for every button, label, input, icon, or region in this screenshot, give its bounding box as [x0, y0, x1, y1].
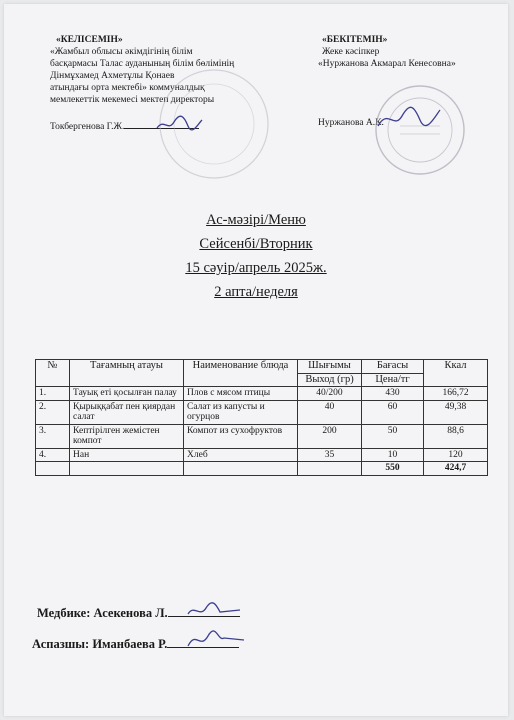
row-yield: 40/200 — [298, 387, 362, 401]
left-signatory-name: Токбергенова Г.Ж. — [50, 122, 125, 132]
cook-label: Аспазшы: Иманбаева Р. — [32, 637, 168, 651]
table-row — [36, 387, 488, 401]
row-dish-ru: Компот из сухофруктов — [184, 424, 298, 448]
row-kcal: 88,6 — [424, 424, 488, 448]
col-header-yield-ru: Выход (гр) — [298, 373, 362, 387]
signature-nurse — [184, 600, 244, 620]
date-title: 15 сәуір/апрель 2025ж. — [185, 260, 327, 276]
row-num: 1. — [36, 387, 70, 401]
right-header-title: «БЕКІТЕМІН» — [322, 35, 388, 45]
signature-cook — [182, 628, 248, 650]
left-header-line: мемлекеттік мекемесі мектеп директоры — [50, 95, 215, 105]
menu-table — [35, 359, 488, 476]
row-dish-ru: Плов с мясом птицы — [184, 387, 298, 401]
col-header-name-ru: Наименование блюда — [184, 360, 298, 387]
week-title: 2 апта/неделя — [214, 284, 298, 300]
left-header-line: Дінмұхамед Ахметұлы Қонаев — [50, 71, 175, 81]
row-price: 10 — [362, 448, 424, 462]
table-row — [36, 424, 488, 448]
col-header-yield-kz: Шығымы — [298, 360, 362, 374]
col-header-name-kz: Тағамның атауы — [70, 360, 184, 387]
row-price: 430 — [362, 387, 424, 401]
total-price: 550 — [362, 462, 424, 476]
nurse-label: Медбике: Асекенова Л. — [37, 606, 168, 620]
row-dish-ru: Хлеб — [184, 448, 298, 462]
table-row — [36, 400, 488, 424]
row-dish-kz: Қырыққабат пен қиярдан салат — [70, 400, 184, 424]
signature-left — [154, 112, 204, 134]
total-empty — [70, 462, 184, 476]
row-price: 50 — [362, 424, 424, 448]
table-row — [36, 448, 488, 462]
row-kcal: 120 — [424, 448, 488, 462]
row-num: 4. — [36, 448, 70, 462]
row-yield: 200 — [298, 424, 362, 448]
row-dish-kz: Тауық еті қосылған палау — [70, 387, 184, 401]
col-header-price-ru: Цена/тг — [362, 373, 424, 387]
row-yield: 40 — [298, 400, 362, 424]
row-dish-ru: Салат из капусты и огурцов — [184, 400, 298, 424]
row-price: 60 — [362, 400, 424, 424]
row-num: 2. — [36, 400, 70, 424]
row-dish-kz: Кептірілген жемістен компот — [70, 424, 184, 448]
left-header-title: «КЕЛІСЕМІН» — [56, 35, 123, 45]
menu-title: Ас-мәзірі/Меню — [206, 212, 306, 228]
signature-right — [374, 104, 444, 134]
right-signatory: Нуржанова А.К. — [318, 118, 384, 128]
left-header-line: басқармасы Талас ауданының білім бөлімінің — [50, 59, 235, 69]
col-header-num: № — [36, 360, 70, 387]
right-header-line: Жеке кәсіпкер — [322, 47, 380, 57]
left-header-line: атындағы орта мектебі» коммуналдық — [50, 83, 205, 93]
table-header-row — [36, 360, 488, 374]
total-empty — [36, 462, 70, 476]
row-yield: 35 — [298, 448, 362, 462]
left-header-line: «Жамбыл облысы әкімдігінің білім — [50, 47, 193, 57]
col-header-price-kz: Бағасы — [362, 360, 424, 374]
col-header-kcal: Ккал — [424, 360, 488, 387]
table-total-row — [36, 462, 488, 476]
document-page — [4, 4, 508, 716]
row-kcal: 49,38 — [424, 400, 488, 424]
row-kcal: 166,72 — [424, 387, 488, 401]
row-num: 3. — [36, 424, 70, 448]
total-empty — [298, 462, 362, 476]
total-kcal: 424,7 — [424, 462, 488, 476]
total-empty — [184, 462, 298, 476]
right-header-line: «Нуржанова Акмарал Кенесовна» — [318, 59, 456, 69]
row-dish-kz: Нан — [70, 448, 184, 462]
day-title: Сейсенбі/Вторник — [199, 236, 313, 252]
